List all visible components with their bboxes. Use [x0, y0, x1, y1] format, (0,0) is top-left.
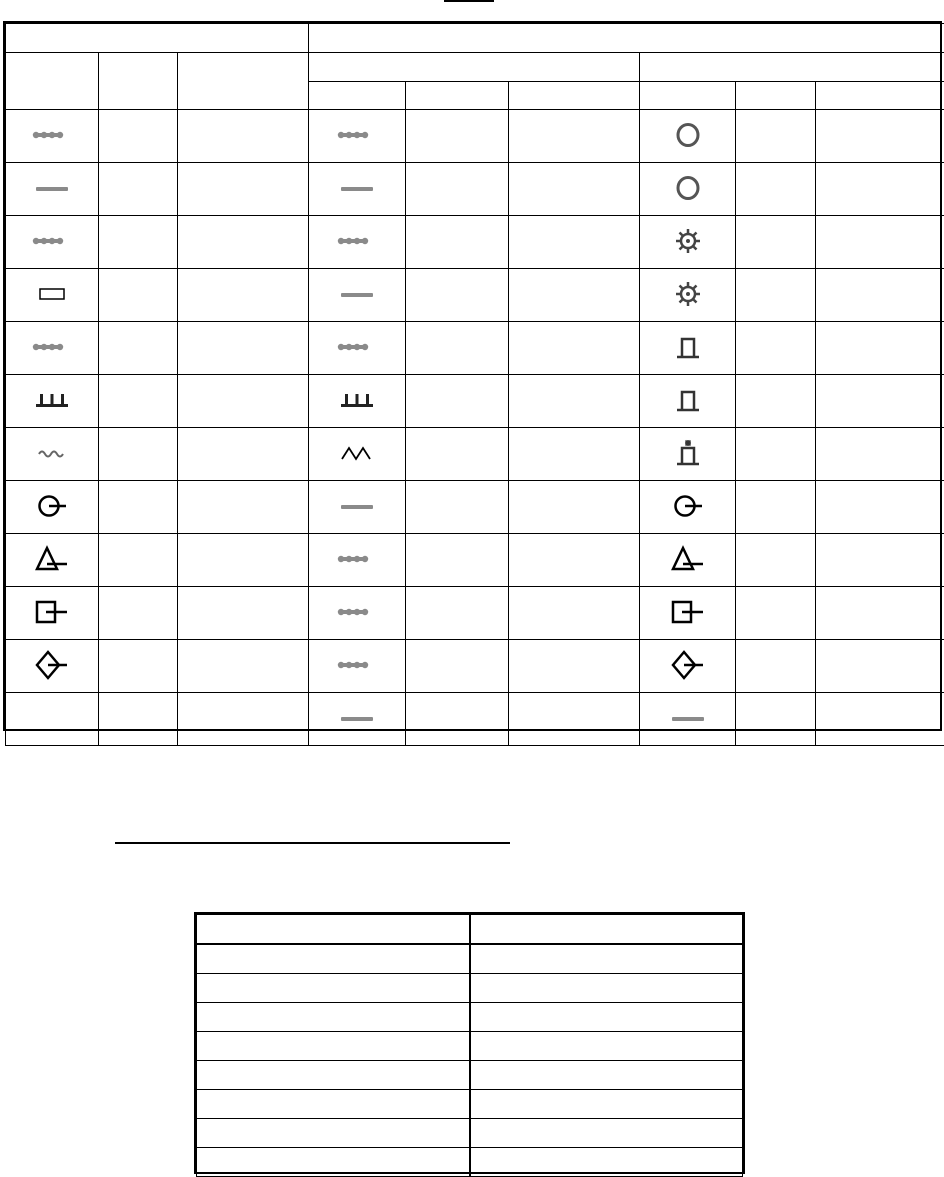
cell-b2-3	[816, 587, 944, 640]
cell-a3	[178, 587, 309, 640]
lower-cell-right	[470, 915, 743, 945]
symbol-b2-cell	[640, 322, 736, 375]
lower-cell-right	[470, 1003, 743, 1032]
cell-b1-3	[509, 269, 640, 322]
cell-a2	[99, 216, 178, 269]
cell-a3	[178, 428, 309, 481]
symbol-b2-cell	[640, 481, 736, 534]
table-row	[197, 1003, 743, 1032]
cell-a2	[99, 481, 178, 534]
dots-gray-icon	[337, 659, 377, 671]
triangle-tail-icon	[670, 544, 706, 574]
cell-b1-3	[509, 322, 640, 375]
section-heading-underline	[115, 842, 510, 844]
cell-a2	[99, 693, 178, 746]
table-row	[6, 481, 944, 534]
symbol-b2-cell	[640, 693, 736, 746]
cell-b1-3	[509, 693, 640, 746]
cell-b2-3	[816, 375, 944, 428]
cell-a3	[178, 375, 309, 428]
dots-gray-icon	[337, 129, 377, 141]
cell-b2-3	[816, 269, 944, 322]
lower-cell-right	[470, 974, 743, 1003]
cell-b1-3	[509, 216, 640, 269]
cell-b2-2	[736, 640, 816, 693]
gate-star-icon	[674, 438, 702, 468]
symbol-a-cell	[6, 269, 99, 322]
cell-b1-3	[509, 110, 640, 163]
symbol-a-cell	[6, 481, 99, 534]
diamond-tail-icon	[670, 649, 706, 681]
cell-b2-3	[816, 534, 944, 587]
col-b2-2-header	[736, 82, 816, 110]
cell-b2-2	[736, 481, 816, 534]
cell-b2-2	[736, 163, 816, 216]
dots-gray-icon	[337, 235, 377, 247]
table-row	[6, 640, 944, 693]
cell-b2-2	[736, 534, 816, 587]
cell-b1-2	[406, 216, 509, 269]
table-row	[6, 375, 944, 428]
symbol-b2-cell	[640, 428, 736, 481]
table-row	[6, 587, 944, 640]
table-row	[197, 1061, 743, 1090]
symbol-a-cell	[6, 428, 99, 481]
lower-cell-left	[197, 1090, 470, 1119]
title-underline	[444, 0, 494, 2]
symbol-b1-cell	[309, 534, 406, 587]
cell-b1-2	[406, 375, 509, 428]
col-a2-header	[99, 53, 178, 110]
symbol-b2-cell	[640, 216, 736, 269]
cell-a2	[99, 110, 178, 163]
symbol-b2-cell	[640, 269, 736, 322]
cell-b2-3	[816, 481, 944, 534]
rectangle-outline-icon	[37, 287, 67, 301]
table-row	[6, 322, 944, 375]
dots-gray-icon	[32, 129, 72, 141]
lower-cell-right	[470, 1090, 743, 1119]
table-row	[197, 1090, 743, 1119]
comb-icon	[339, 391, 375, 409]
gate-icon	[674, 333, 702, 361]
sub-b2-header	[640, 53, 944, 82]
cell-b1-2	[406, 163, 509, 216]
zigzag-icon	[340, 444, 374, 462]
symbol-b1-cell	[309, 481, 406, 534]
cell-b1-2	[406, 693, 509, 746]
group-b-header	[309, 24, 944, 53]
dots-gray-icon	[337, 606, 377, 618]
cell-b1-2	[406, 481, 509, 534]
cell-b1-2	[406, 534, 509, 587]
table-row	[6, 163, 944, 216]
symbol-table	[3, 21, 942, 731]
symbol-a-cell	[6, 163, 99, 216]
dots-gray-icon	[337, 553, 377, 565]
table-row	[197, 915, 743, 945]
table-row	[6, 693, 944, 746]
cell-b1-3	[509, 163, 640, 216]
cell-b2-2	[736, 587, 816, 640]
dash-gray-icon	[668, 715, 708, 723]
symbol-b1-cell	[309, 269, 406, 322]
dots-gray-icon	[32, 341, 72, 353]
table-row	[197, 974, 743, 1003]
symbol-b2-cell	[640, 640, 736, 693]
cell-a2	[99, 534, 178, 587]
lower-cell-left	[197, 1003, 470, 1032]
dash-gray-icon	[337, 185, 377, 193]
symbol-b1-cell	[309, 110, 406, 163]
col-b2-3-header	[816, 82, 944, 110]
cell-a3	[178, 322, 309, 375]
lower-cell-left	[197, 915, 470, 945]
lower-cell-left	[197, 944, 470, 974]
col-b1-1-header	[309, 82, 406, 110]
dots-gray-icon	[32, 235, 72, 247]
cell-b1-3	[509, 428, 640, 481]
gear-sun-icon	[674, 280, 702, 308]
col-a1-header	[6, 53, 99, 110]
cell-a2	[99, 322, 178, 375]
cell-a3	[178, 269, 309, 322]
lower-cell-left	[197, 974, 470, 1003]
cell-b1-2	[406, 640, 509, 693]
cell-b1-3	[509, 587, 640, 640]
cell-a2	[99, 428, 178, 481]
symbol-a-cell	[6, 640, 99, 693]
square-tail-icon	[670, 597, 706, 627]
square-tail-icon	[34, 597, 70, 627]
cell-a2	[99, 640, 178, 693]
cell-b2-3	[816, 640, 944, 693]
cell-a3	[178, 481, 309, 534]
symbol-a-cell	[6, 110, 99, 163]
cell-b1-2	[406, 322, 509, 375]
table-row	[6, 269, 944, 322]
symbol-b2-cell	[640, 163, 736, 216]
table-row	[6, 428, 944, 481]
symbol-b2-cell	[640, 534, 736, 587]
symbol-a-cell	[6, 322, 99, 375]
dash-gray-icon	[32, 185, 72, 193]
table-row	[6, 534, 944, 587]
symbol-b1-cell	[309, 587, 406, 640]
lower-cell-right	[470, 1119, 743, 1148]
cell-b1-3	[509, 534, 640, 587]
cell-b1-3	[509, 481, 640, 534]
symbol-a-cell-empty	[6, 693, 99, 746]
symbol-a-cell	[6, 587, 99, 640]
symbol-b2-cell	[640, 375, 736, 428]
symbol-b1-cell	[309, 216, 406, 269]
cell-a3	[178, 163, 309, 216]
col-a3-header	[178, 53, 309, 110]
cell-b1-2	[406, 428, 509, 481]
sub-b1-header	[309, 53, 640, 82]
circle-tail-icon	[671, 491, 705, 521]
table-row	[197, 1148, 743, 1177]
cell-b2-3	[816, 322, 944, 375]
symbol-b1-cell	[309, 428, 406, 481]
cell-b2-2	[736, 428, 816, 481]
symbol-a-cell	[6, 534, 99, 587]
symbol-b1-cell	[309, 322, 406, 375]
cell-b1-3	[509, 375, 640, 428]
cell-b2-3	[816, 163, 944, 216]
triangle-tail-icon	[34, 544, 70, 574]
lower-table	[194, 912, 745, 1174]
lower-cell-right	[470, 944, 743, 974]
table-row	[6, 110, 944, 163]
table-row	[197, 1032, 743, 1061]
lower-cell-left	[197, 1119, 470, 1148]
symbol-b1-cell	[309, 163, 406, 216]
cell-a2	[99, 587, 178, 640]
cell-b2-2	[736, 216, 816, 269]
cell-a2	[99, 269, 178, 322]
table-row	[197, 944, 743, 974]
symbol-b1-cell	[309, 693, 406, 746]
comb-icon	[34, 391, 70, 409]
cell-b2-2	[736, 693, 816, 746]
cell-b2-2	[736, 375, 816, 428]
cell-b1-2	[406, 587, 509, 640]
diamond-tail-icon	[34, 649, 70, 681]
cell-b2-2	[736, 110, 816, 163]
cell-a3	[178, 693, 309, 746]
lower-cell-right	[470, 1148, 743, 1177]
cell-b2-3	[816, 110, 944, 163]
cell-b2-3	[816, 428, 944, 481]
cell-b2-2	[736, 269, 816, 322]
cell-a3	[178, 110, 309, 163]
cell-a2	[99, 163, 178, 216]
col-b1-2-header	[406, 82, 509, 110]
cell-b1-2	[406, 110, 509, 163]
cell-a3	[178, 640, 309, 693]
circle-tail-icon	[35, 491, 69, 521]
dash-gray-icon	[337, 503, 377, 511]
cell-a3	[178, 534, 309, 587]
lower-cell-left	[197, 1061, 470, 1090]
circle-o-icon	[673, 120, 703, 150]
gear-sun-icon	[674, 227, 702, 255]
cell-a2	[99, 375, 178, 428]
cell-b2-2	[736, 322, 816, 375]
gate-icon	[674, 386, 702, 414]
group-a-header	[6, 24, 309, 53]
col-b2-1-header	[640, 82, 736, 110]
lower-cell-right	[470, 1061, 743, 1090]
symbol-a-cell	[6, 375, 99, 428]
lower-cell-right	[470, 1032, 743, 1061]
circle-o-icon	[673, 173, 703, 203]
lower-cell-left	[197, 1148, 470, 1177]
cell-b2-3	[816, 693, 944, 746]
lower-cell-left	[197, 1032, 470, 1061]
col-b1-3-header	[509, 82, 640, 110]
dash-gray-icon	[337, 291, 377, 299]
table-row	[197, 1119, 743, 1148]
cell-b1-3	[509, 640, 640, 693]
table-row	[6, 216, 944, 269]
symbol-b2-cell	[640, 110, 736, 163]
symbol-b2-cell	[640, 587, 736, 640]
cell-b1-2	[406, 269, 509, 322]
symbol-a-cell	[6, 216, 99, 269]
cell-b2-3	[816, 216, 944, 269]
wave-icon	[37, 448, 67, 458]
dots-gray-icon	[337, 341, 377, 353]
dash-gray-icon	[337, 715, 377, 723]
symbol-b1-cell	[309, 375, 406, 428]
cell-a3	[178, 216, 309, 269]
symbol-b1-cell	[309, 640, 406, 693]
